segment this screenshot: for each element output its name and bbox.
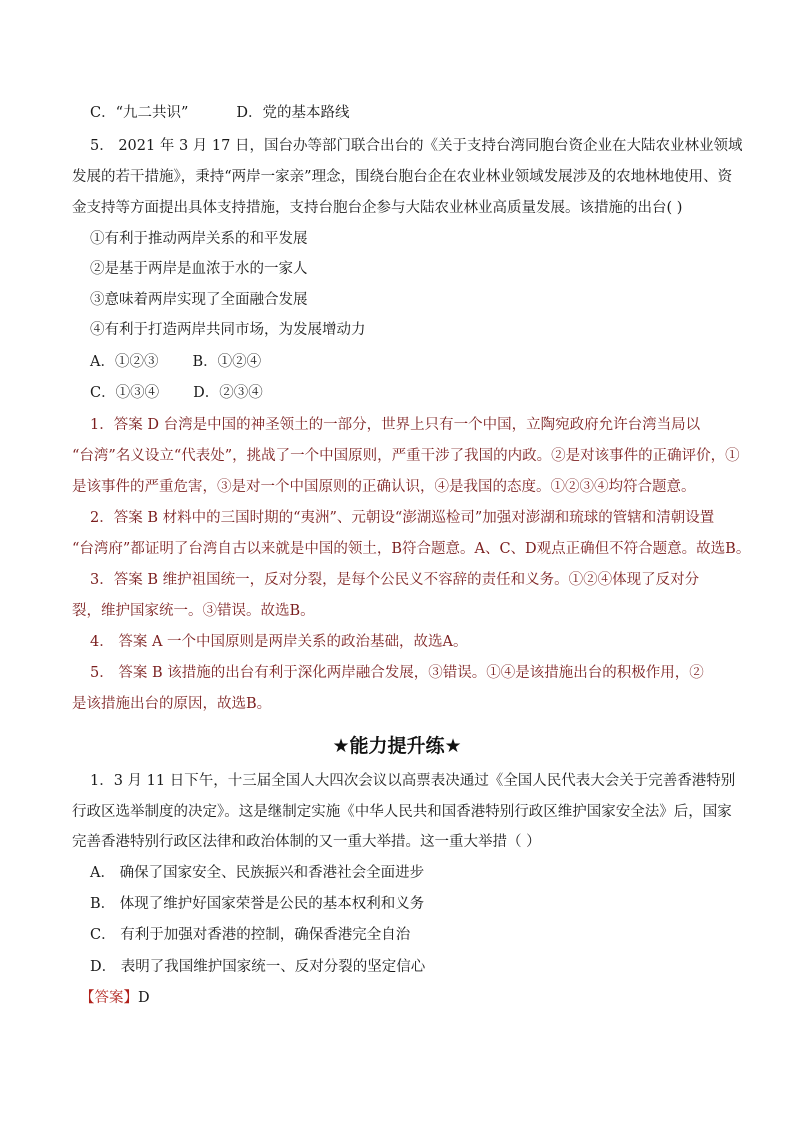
q5-stem-line-1: 5． 2021 年 3 月 17 日，国台办等部门联合出台的《关于支持台湾同胞台资企业在大陆农业林业领域 [90,138,743,154]
p1-stem-line-1: 1．3 月 11 日下午，十三届全国人大四次会议以高票表决通过《全国人民代表大会关于完善香港特别 [90,773,736,789]
answer-1-line-3: 是该事件的严重危害，③是对一个中国原则的正确认识，④是我国的态度。①②③④均符合题意。 [72,479,696,495]
p1-option-a: A． 确保了国家安全、民族振兴和香港社会全面进步 [90,865,425,881]
q5-option-c: C．①③④ [90,385,160,401]
q5-stem-line-2: 发展的若干措施》，秉持“两岸一家亲”理念，围绕台胞台企在农业林业领域发展涉及的农地林地使用、资 [72,169,733,185]
p1-stem-line-2: 行政区选举制度的决定》。这是继制定实施《中华人民共和国香港特别行政区维护国家安全法》后，国家 [72,804,732,820]
p1-answer-tag: 【答案】 [80,990,138,1006]
q4-option-d: D．党的基本路线 [236,105,350,121]
q5-item-1: ①有利于推动两岸关系的和平发展 [90,231,308,247]
answer-3-line-2: 裂，维护国家统一。③错误。故选B。 [72,603,315,619]
answer-2-line-2: “台湾府”都证明了台湾自古以来就是中国的领土，B符合题意。A、C、D观点正确但不符合题意。故选B。 [72,541,751,557]
p1-option-c: C． 有利于加强对香港的控制，确保香港完全自治 [90,927,411,943]
answer-3-line-1: 3．答案 B 维护祖国统一，反对分裂，是每个公民义不容辞的责任和义务。①②④体现了反对分 [90,572,700,588]
q5-item-3: ③意味着两岸实现了全面融合发展 [90,292,308,308]
p1-option-d: D． 表明了我国维护国家统一、反对分裂的坚定信心 [90,959,426,975]
q5-option-d: D．②③④ [193,385,263,401]
q5-stem-line-3: 金支持等方面提出具体支持措施，支持台胞台企参与大陆农业林业高质量发展。该措施的出台( ) [72,200,683,216]
q5-item-4: ④有利于打造两岸共同市场，为发展增动力 [90,322,366,338]
answer-5-line-2: 是该措施出台的原因，故选B。 [72,696,272,712]
q5-option-b: B．①②④ [192,354,262,370]
q5-options-row-1 [90,352,261,372]
q5-option-a: A．①②③ [90,354,159,370]
answer-4-line-1: 4． 答案 A 一个中国原则是两岸关系的政治基础，故选A。 [90,634,468,650]
q5-item-2: ②是基于两岸是血浓于水的一家人 [90,261,308,277]
answer-1-line-1: 1．答案 D 台湾是中国的神圣领土的一部分，世界上只有一个中国，立陶宛政府允许台湾当局以 [90,417,701,433]
section-title: ★能力提升练★ [332,735,462,757]
answer-5-line-1: 5． 答案 B 该措施的出台有利于深化两岸融合发展，③错误。①④是该措施出台的积极作用，② [90,665,704,681]
q4-option-c: C．“九二共识” [90,105,189,121]
p1-answer-value: D [138,990,150,1006]
p1-stem-line-3: 完善香港特别行政区法律和政治体制的又一重大举措。这一重大举措（ ） [72,834,541,850]
p1-answer [80,988,150,1008]
answer-2-line-1: 2．答案 B 材料中的三国时期的“夷洲”、元朝设“澎湖巡检司”加强对澎湖和琉球的管辖和清朝设置 [90,510,715,526]
p1-option-b: B． 体现了维护好国家荣誉是公民的基本权利和义务 [90,896,425,912]
q5-options-row-2 [90,383,263,403]
answer-1-line-2: “台湾”名义设立“代表处”，挑战了一个中国原则，严重干涉了我国的内政。②是对该事件的正确评价，① [72,448,740,464]
q4-options-row [90,103,350,123]
